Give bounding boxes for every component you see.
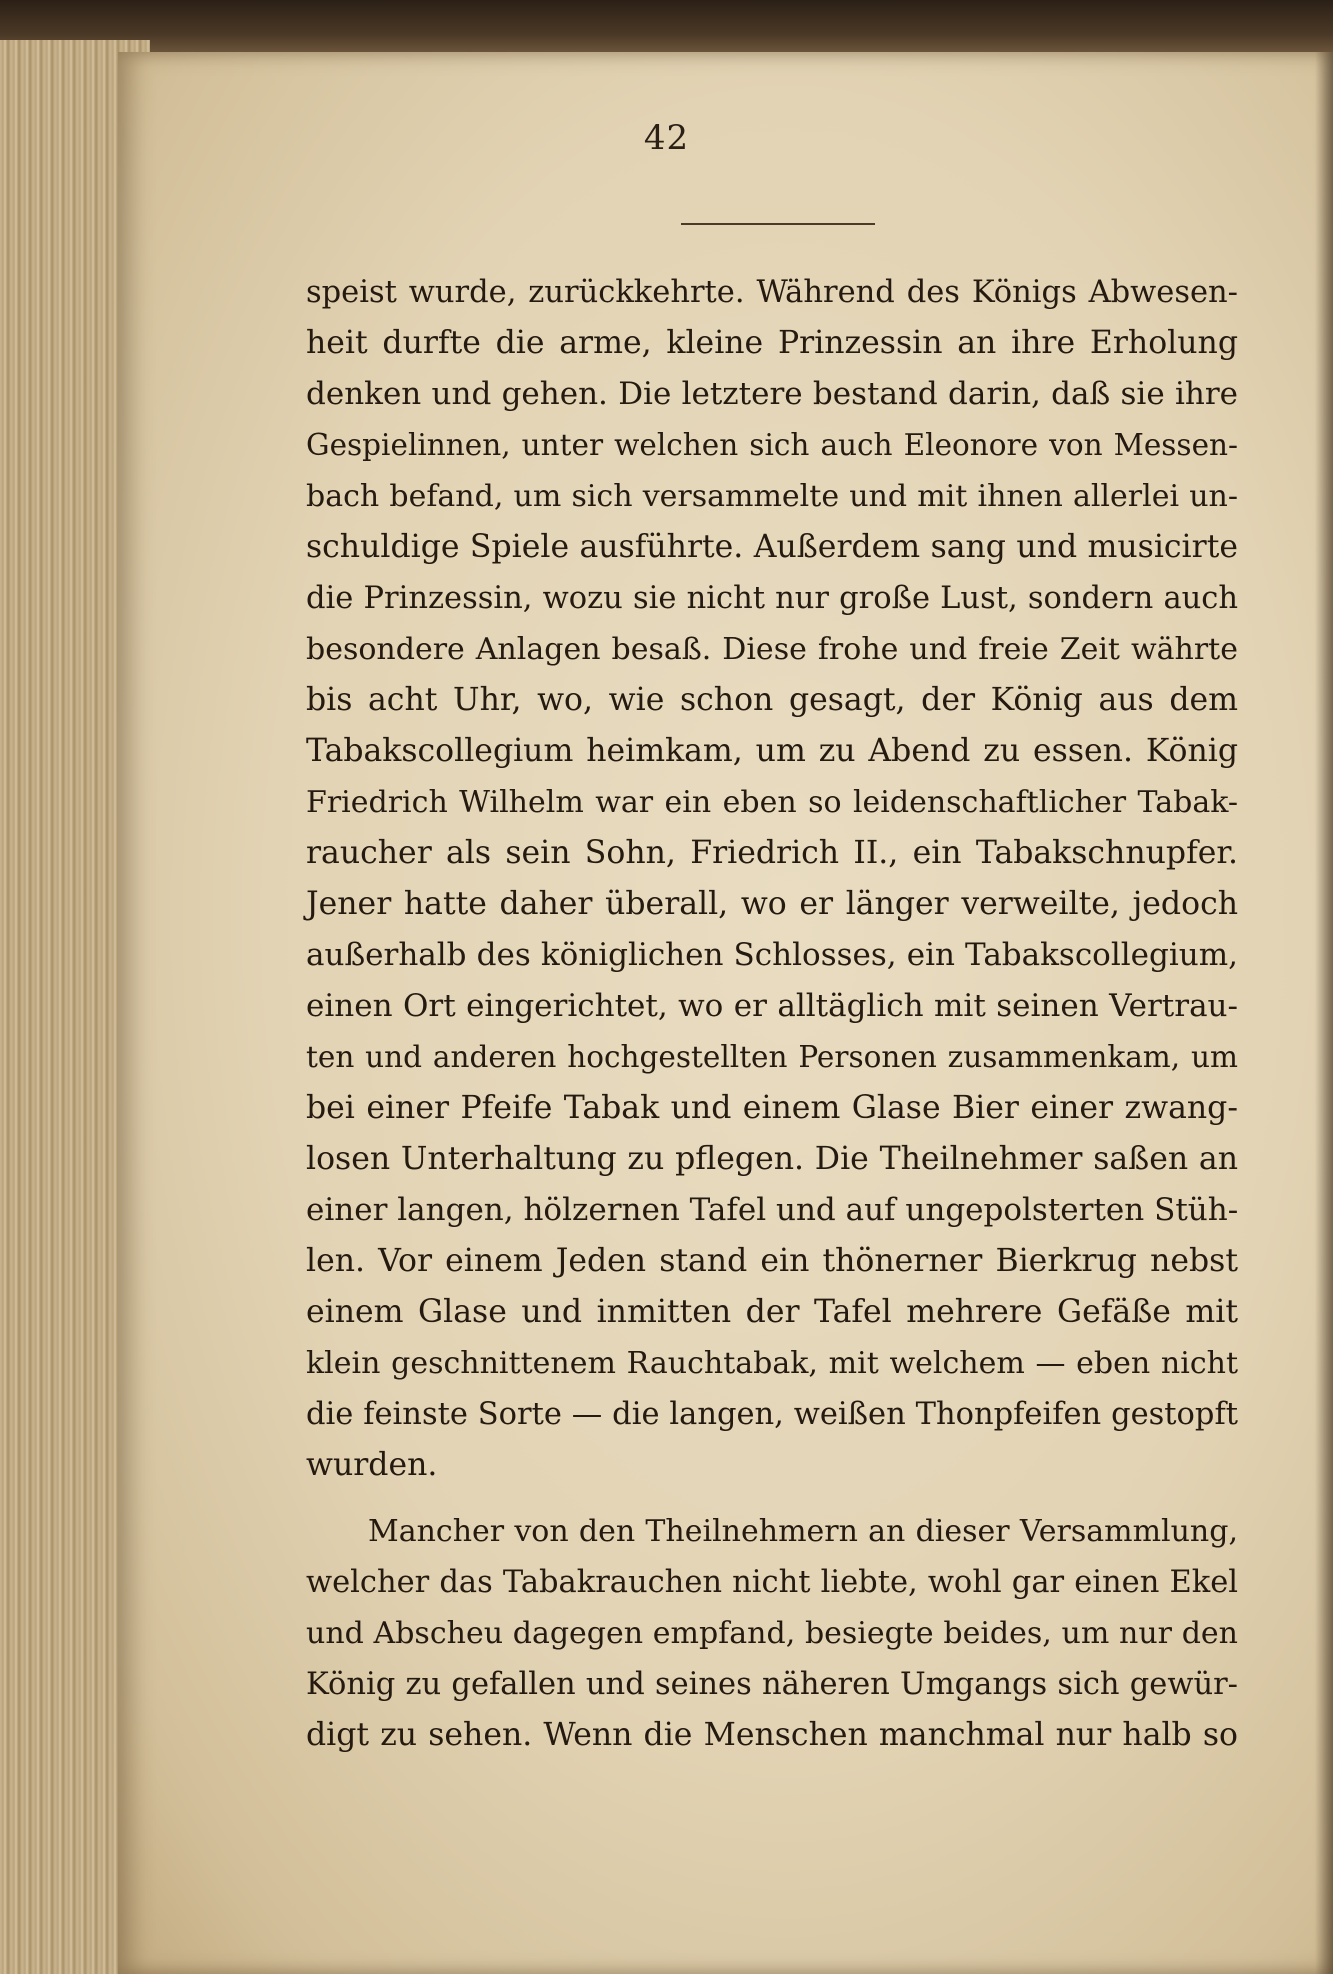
text-line: einen Ort eingerichtet, wo er alltäglich mit seinen Vertrau-	[306, 988, 1238, 1024]
text-line: einem Glase und inmitten der Tafel mehrere Gefäße mit	[306, 1294, 1238, 1330]
paragraph-gap	[306, 1491, 1238, 1506]
text-line: Friedrich Wilhelm war ein eben so leidenschaftlicher Tabak-	[306, 785, 1238, 820]
text-line: wurden.	[306, 1447, 438, 1483]
text-line: außerhalb des königlichen Schlosses, ein Tabakscollegium,	[306, 937, 1238, 973]
paragraph-1	[306, 267, 1238, 1491]
text-line: bis acht Uhr, wo, wie schon gesagt, der König aus dem	[306, 682, 1238, 718]
body-text	[306, 267, 1238, 1761]
text-line: klein geschnittenem Rauchtabak, mit welchem — eben nicht	[306, 1346, 1238, 1381]
text-line: und Abscheu dagegen empfand, besiegte beides, um nur den	[306, 1616, 1238, 1651]
text-line: welcher das Tabakrauchen nicht liebte, wohl gar einen Ekel	[306, 1565, 1238, 1600]
text-line: speist wurde, zurückkehrte. Während des Königs Abwesen-	[306, 275, 1238, 310]
page-number-rule	[681, 223, 875, 225]
text-line: einer langen, hölzernen Tafel und auf ungepolsterten Stüh-	[306, 1192, 1239, 1228]
text-line: bach befand, um sich versammelte und mit ihnen allerlei un-	[306, 479, 1238, 514]
text-line: raucher als sein Sohn, Friedrich II., ein Tabakschnupfer.	[306, 835, 1238, 871]
text-line: heit durfte die arme, kleine Prinzessin an ihre Erholung	[306, 325, 1238, 361]
text-line: König zu gefallen und seines näheren Umgangs sich gewür-	[306, 1667, 1238, 1702]
text-line: digt zu sehen. Wenn die Menschen manchmal nur halb so	[306, 1717, 1238, 1753]
text-line: losen Unterhaltung zu pflegen. Die Theilnehmer saßen an	[306, 1141, 1238, 1177]
text-line: ten und anderen hochgestellten Personen zusammenkam, um	[306, 1040, 1238, 1074]
page-edge-shadow	[1315, 52, 1333, 1974]
text-line: besondere Anlagen besaß. Diese frohe und freie Zeit währte	[306, 632, 1238, 667]
paragraph-2	[306, 1506, 1238, 1761]
text-line: denken und gehen. Die letztere bestand darin, daß sie ihre	[306, 376, 1238, 412]
page-number: 42	[643, 118, 690, 158]
text-line: schuldige Spiele ausführte. Außerdem sang und musicirte	[306, 529, 1238, 565]
text-line: Gespielinnen, unter welchen sich auch Eleonore von Messen-	[306, 428, 1238, 462]
text-line: Tabakscollegium heimkam, um zu Abend zu essen. König	[306, 733, 1238, 769]
text-line: Mancher von den Theilnehmern an dieser Versammlung,	[368, 1514, 1238, 1549]
text-line: Jener hatte daher überall, wo er länger verweilte, jedoch	[306, 886, 1238, 922]
text-line: die Prinzessin, wozu sie nicht nur große Lust, sondern auch	[306, 581, 1238, 616]
text-line: bei einer Pfeife Tabak und einem Glase Bier einer zwang-	[306, 1090, 1238, 1126]
text-line: die feinste Sorte — die langen, weißen Thonpfeifen gestopft	[306, 1397, 1238, 1432]
text-line: len. Vor einem Jeden stand ein thönerner Bierkrug nebst	[306, 1243, 1238, 1279]
